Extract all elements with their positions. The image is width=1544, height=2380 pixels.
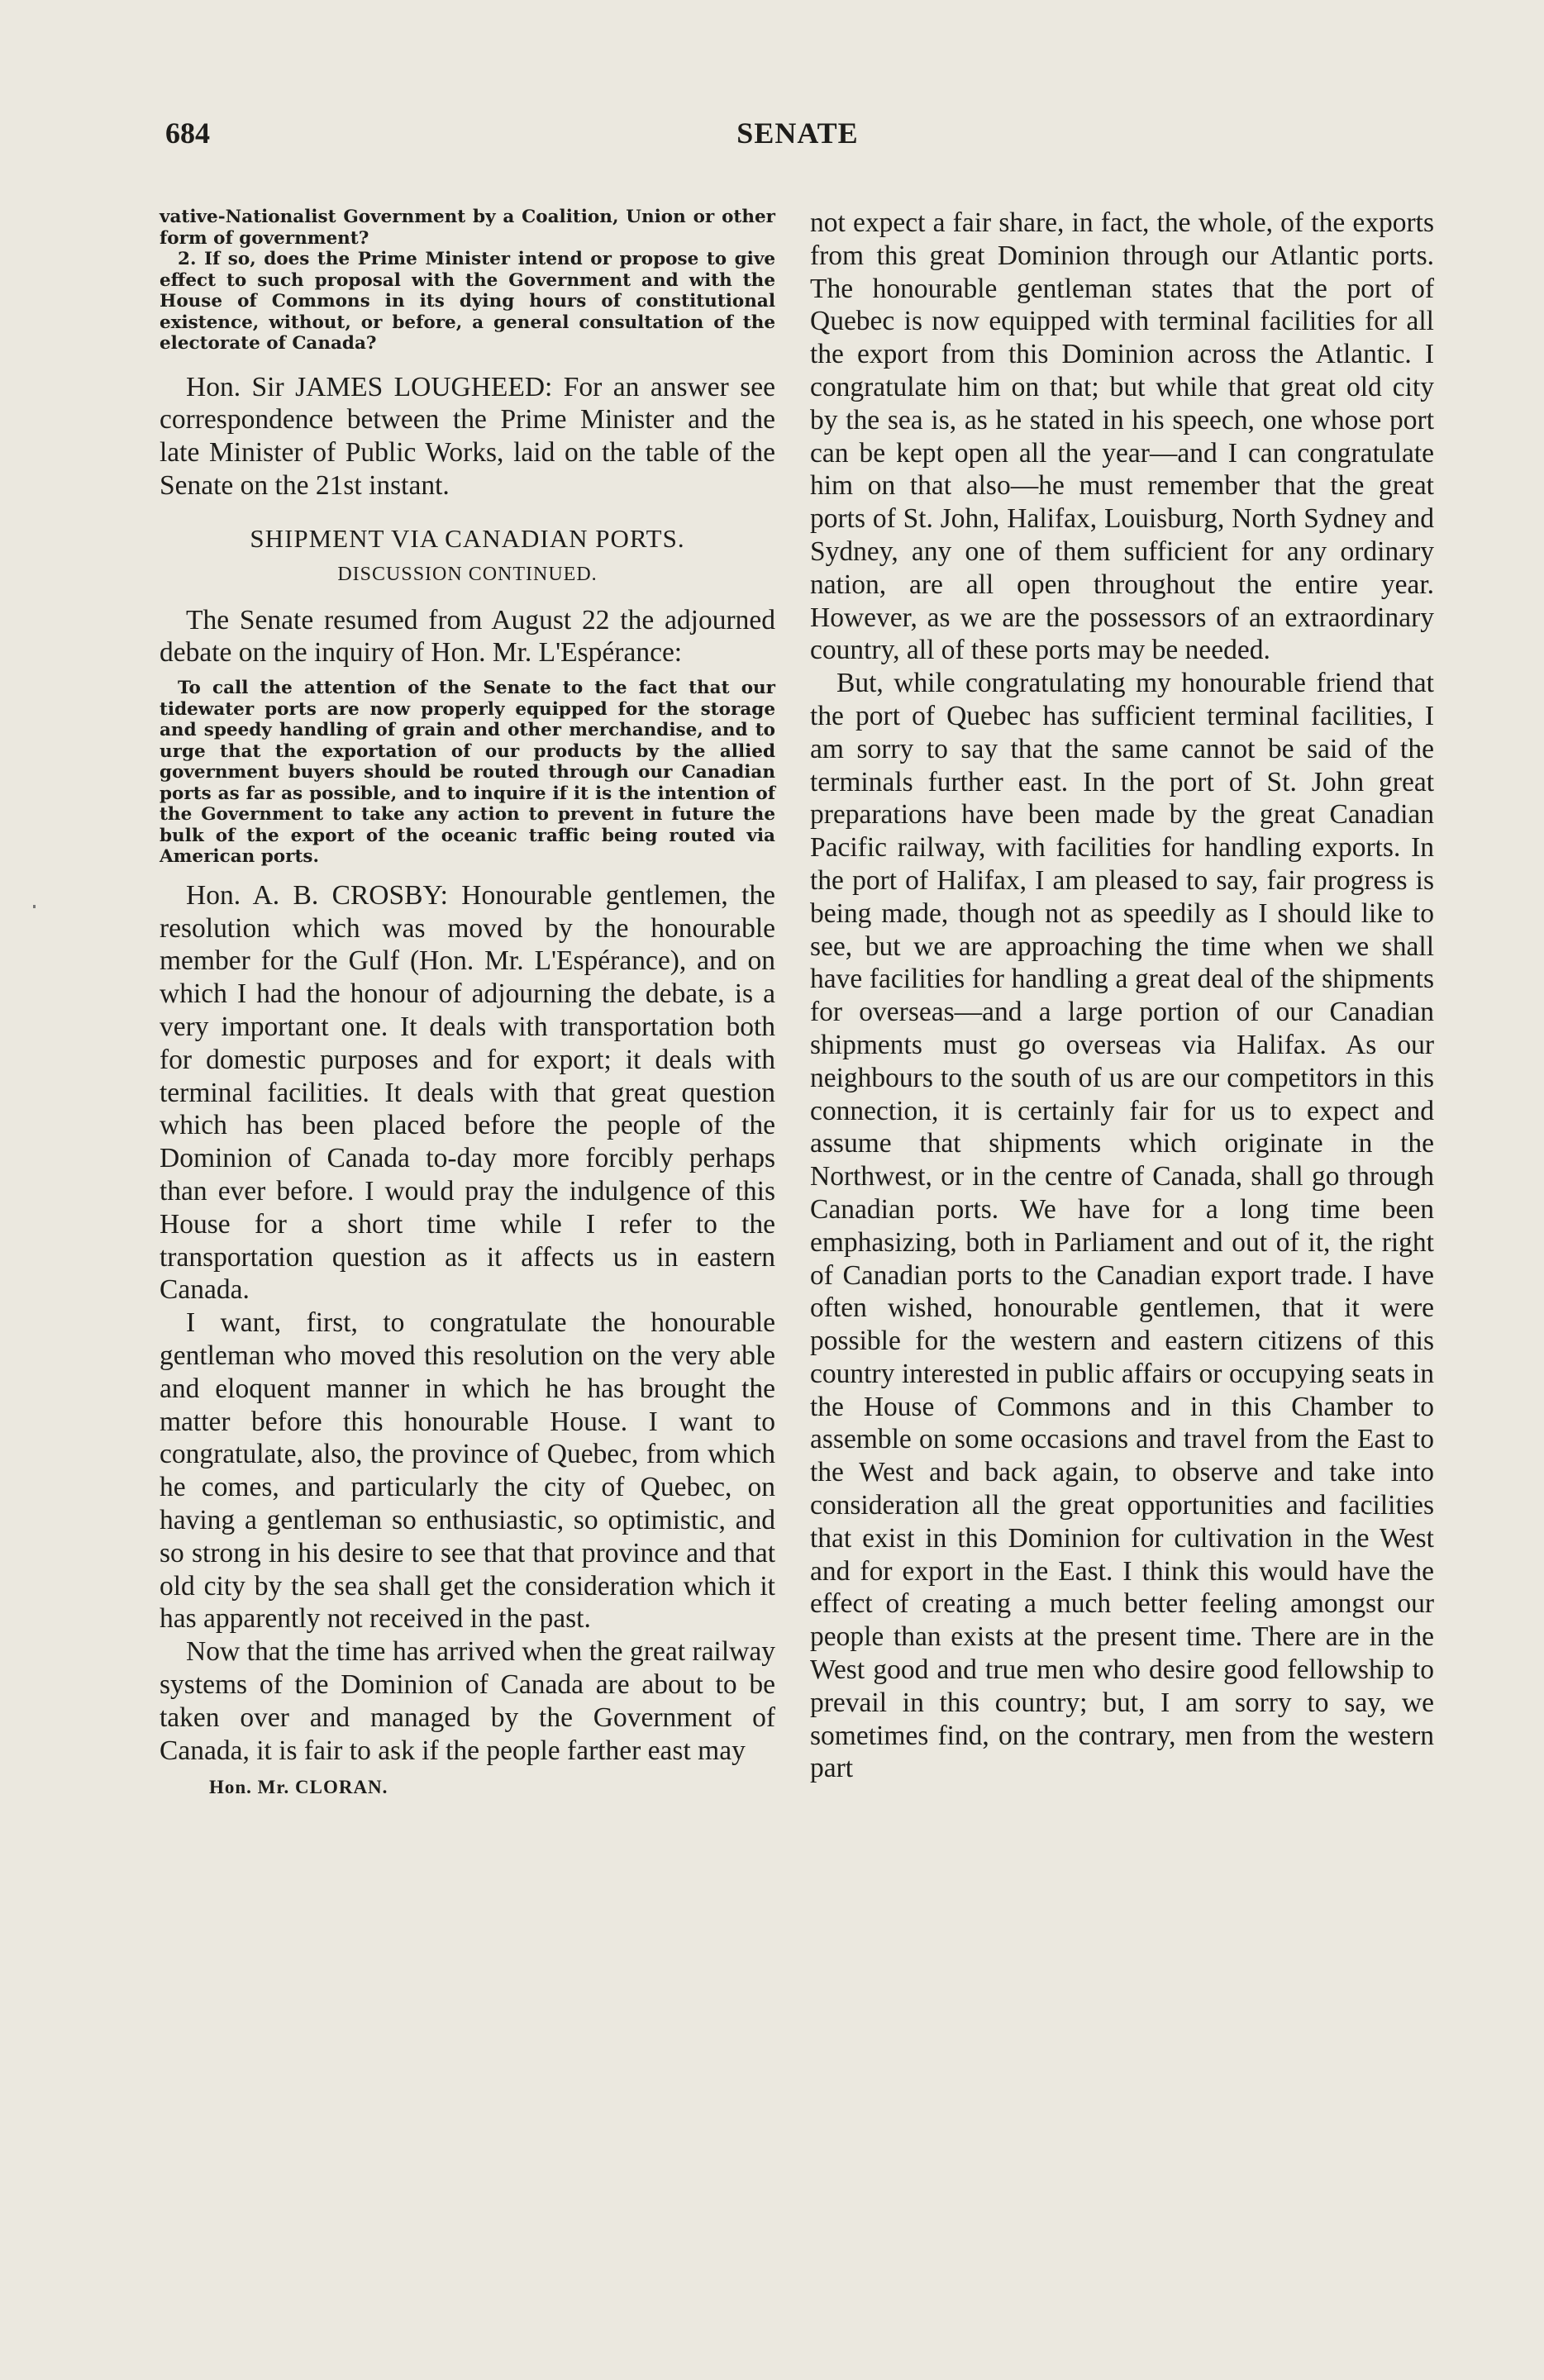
crosby-paragraph-3: Now that the time has arrived when the great railway systems of the Dominion of Canada are about to be taken over and managed by the Government of Canada, it is fair to ask if the people farther east may bbox=[160, 1636, 775, 1766]
spacer bbox=[160, 868, 775, 879]
speaker-name: Hon. A. B. CROSBY: bbox=[186, 879, 448, 911]
margin-mark bbox=[33, 905, 36, 908]
crosby-paragraph-2: I want, first, to congratulate the honourable gentleman who moved this resolution on the very able and eloquent manner in which he has brought the matter before this honourable House. I want to congratulate, also, the province of Quebec, from which he comes, and particularly the city of Quebec, on having a gentleman so enthusiastic, so optimistic, and so strong in his desire to see that that province and that old city by the sea shall get the consideration which it has apparently not received in the past. bbox=[160, 1307, 775, 1635]
right-column bbox=[810, 207, 1434, 1785]
running-head: SENATE bbox=[736, 117, 859, 150]
left-column bbox=[160, 207, 775, 1798]
lougheed-paragraph bbox=[160, 371, 775, 502]
section-heading: SHIPMENT VIA CANADIAN PORTS. bbox=[250, 523, 685, 553]
crosby-paragraph-1 bbox=[160, 879, 775, 1307]
resumed-paragraph: The Senate resumed from August 22 the adjourned debate on the inquiry of Hon. Mr. L'Espérance: bbox=[160, 604, 775, 669]
paragraph-text: Honourable gentlemen, the resolution which was moved by the honourable member for the Gulf (Hon. Mr. L'Espérance), and on which I had the honour of adjourning the debate, is a very important one. It deals with transportation both for domestic purposes and for export; it deals with terminal facilities. It deals with that great question which has been placed before the people of the Dominion of Canada to-day more forcibly perhaps than ever before. I would pray the indulgence of this House for a short time while I refer to the transportation question as it affects us in eastern Canada. bbox=[160, 879, 775, 1306]
spacer bbox=[160, 355, 775, 371]
section-subheading: DISCUSSION CONTINUED. bbox=[337, 563, 598, 585]
page-number: 684 bbox=[165, 117, 210, 150]
page-header bbox=[165, 116, 1430, 165]
spacer bbox=[160, 669, 775, 678]
speaker-name: Hon. Sir JAMES LOUGHEED: bbox=[186, 371, 553, 402]
inquiry-text: To call the attention of the Senate to the fact that our tidewater ports are now properly equipped for the storage and speedy handling of grain and other merchandise, and to urge that the exportation of our products by the allied government buyers should be routed through our Canadian ports as far as possible, and to inquire if it is the intention of the Government to take any action to prevent in future the bulk of the export of the oceanic traffic being routed via American ports. bbox=[160, 678, 775, 868]
right-paragraph-2: But, while congratulating my honourable friend that the port of Quebec has sufficient terminal facilities, I am sorry to say that the same cannot be said of the terminals further east. In the port of St. John great preparations have been made by the great Canadian Pacific railway, with facilities for handling exports. In the port of Halifax, I am pleased to say, fair progress is being made, though not as speedily as I should like to see, but we are approaching the time when we shall have facilities for handling a great deal of the shipments for overseas—and a large portion of our Canadian shipments must go overseas via Halifax. As our neighbours to the south of us are our competitors in this connection, it is certainly fair for us to expect and assume that shipments which originate in the Northwest, or in the centre of Canada, shall go through Canadian ports. We have for a long time been emphasizing, both in Parliament and out of it, the right of Canadian ports to the Canadian export trade. I have often wished, honourable gentlemen, that it were possible for the western and eastern citizens of this country interested in public affairs or occupying seats in the House of Commons and in this Chamber to assemble on some occasions and travel from the East to the West and back again, to observe and take into consideration all the great opportunities and facilities that exist in this Dominion for cultivation in the West and for export in the East. I think this would have the effect of creating a much better feeling amongst our people than exists at the present time. There are in the West good and true men who desire good fellowship to prevail in this country; but, I am sorry to say, we sometimes find, on the contrary, men from the western part bbox=[810, 668, 1434, 1784]
paragraph-text: For an answer see correspondence between the Prime Minister and the late Minister of Public Works, laid on the table of the Senate on the 21st instant. bbox=[160, 371, 775, 501]
right-paragraph-1: not expect a fair share, in fact, the whole, of the exports from this great Dominion through our Atlantic ports. The honourable gentleman states that the port of Quebec is now equipped with terminal facilities for all the export from this Dominion across the Atlantic. I congratulate him on that; but while that great old city by the sea is, as he stated in his speech, one whose port can be kept open all the year—and I can congratulate him on that also—he must remember that the great ports of St. John, Halifax, Louisburg, North Sydney and Sydney, any one of them sufficient for any ordinary nation, are all open throughout the entire year. However, as we are the possessors of an extraordinary country, all of these ports may be needed. bbox=[810, 207, 1434, 666]
page-footer-speaker: Hon. Mr. CLORAN. bbox=[209, 1777, 388, 1798]
question-2: 2. If so, does the Prime Minister intend or propose to give effect to such proposal with the Government and with the House of Commons in its dying hours of constitutional existence, without, or before, a general consultation of the electorate of Canada? bbox=[160, 249, 775, 354]
question-continuation: vative-Nationalist Government by a Coalition, Union or other form of government? bbox=[160, 207, 775, 249]
